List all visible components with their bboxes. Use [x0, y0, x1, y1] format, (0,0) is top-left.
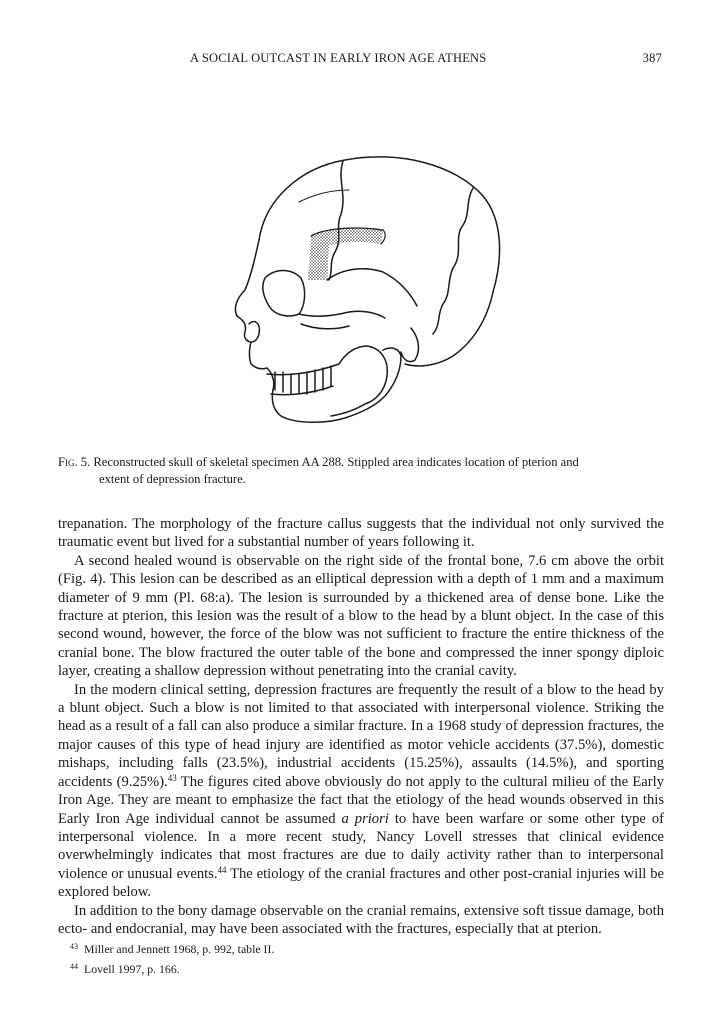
paragraph-2: A second healed wound is observable on the right side of the frontal bone, 7.6 cm above the orbit (Fig. 4). This lesion can be described as an elliptical depression with a depth of 1 mm and a maximum diameter of 9 mm (Pl. 68:a). The lesion is surrounded by a thickened area of dense bone. Like the fracture at pterion, this lesion was the result of a blow to the head by a blunt object. In the case of this second wound, however, the force of the blow was not sufficient to fracture the entire thickness of the cranial bone. The blow fractured the outer table of the bone and compressed the inner spongy diploic layer, creating a shallow depression without penetrating into the cranial cavity.	[58, 552, 664, 680]
caption-text-line1: Reconstructed skull of skeletal specimen AA 288. Stippled area indicates location of pterion and	[93, 455, 579, 469]
running-head	[0, 51, 719, 69]
paragraph-3-part-a: In the modern clinical setting, depression fractures are frequently the result of a blow to the head by a blunt object. Such a blow is not limited to that associated with interpersonal violence. Striking the head as a result of a fall can also produce a similar fracture. In a 1968 study of depression fractures, the major causes of this type of head injury are identified as motor vehicle accidents (37.5%), domestic mishaps, including falls (23.5%), industrial accidents (15.25%), assaults (14.5%), and sporting accidents (9.25%).	[58, 681, 664, 790]
page-number: 387	[642, 51, 662, 65]
paragraph-3-italic: a priori	[341, 810, 389, 827]
paragraph-3-part-b: The figures cited above obviously do not apply to the cultural milieu of the Early Iron Age. They are meant to emphasize the fact that the etiology of the head wounds observed in this Early Iron Age individual cannot be assumed	[58, 773, 664, 827]
caption-text-line2: extent of depression fracture.	[99, 472, 246, 486]
footnote-number: 43	[70, 942, 78, 951]
paragraph-4: In addition to the bony damage observable on the cranial remains, extensive soft tissue damage, both ecto- and endocranial, may have been associated with the fractures, especially that at pterion.	[58, 902, 664, 937]
footnote-ref-43[interactable]: 43	[167, 772, 177, 783]
footnote-text: Lovell 1997, p. 166.	[84, 962, 180, 976]
skull-line-drawing-icon	[215, 128, 505, 443]
body-text	[58, 515, 664, 938]
figure-caption	[58, 454, 663, 488]
footnote-43	[70, 938, 630, 958]
paragraph-1: trepanation. The morphology of the fracture callus suggests that the individual not only survived the traumatic event but lived for a substantial number of years following it.	[58, 516, 664, 551]
paragraph-3-part-d: The etiology of the cranial fractures and other post-cranial injuries will be explored below.	[58, 865, 664, 901]
footnote-text: Miller and Jennett 1968, p. 992, table II.	[84, 942, 275, 956]
paragraph-3-part-c: to have been warfare or some other type of interpersonal violence. In a more recent study, Nancy Lovell stresses that clinical evidence overwhelmingly indicates that most fractures are due to daily activity rather than to interpersonal violence or unusual events.	[58, 810, 664, 882]
footnote-ref-44[interactable]: 44	[217, 864, 227, 875]
footnotes	[70, 938, 630, 978]
paragraph-3	[58, 681, 664, 902]
skull-figure	[215, 128, 505, 443]
figure-label: Fig. 5.	[58, 455, 91, 469]
footnote-44	[70, 958, 630, 978]
footnote-number: 44	[70, 962, 78, 971]
pterion-stipple	[308, 228, 383, 280]
running-title: A SOCIAL OUTCAST IN EARLY IRON AGE ATHENS	[190, 51, 487, 65]
